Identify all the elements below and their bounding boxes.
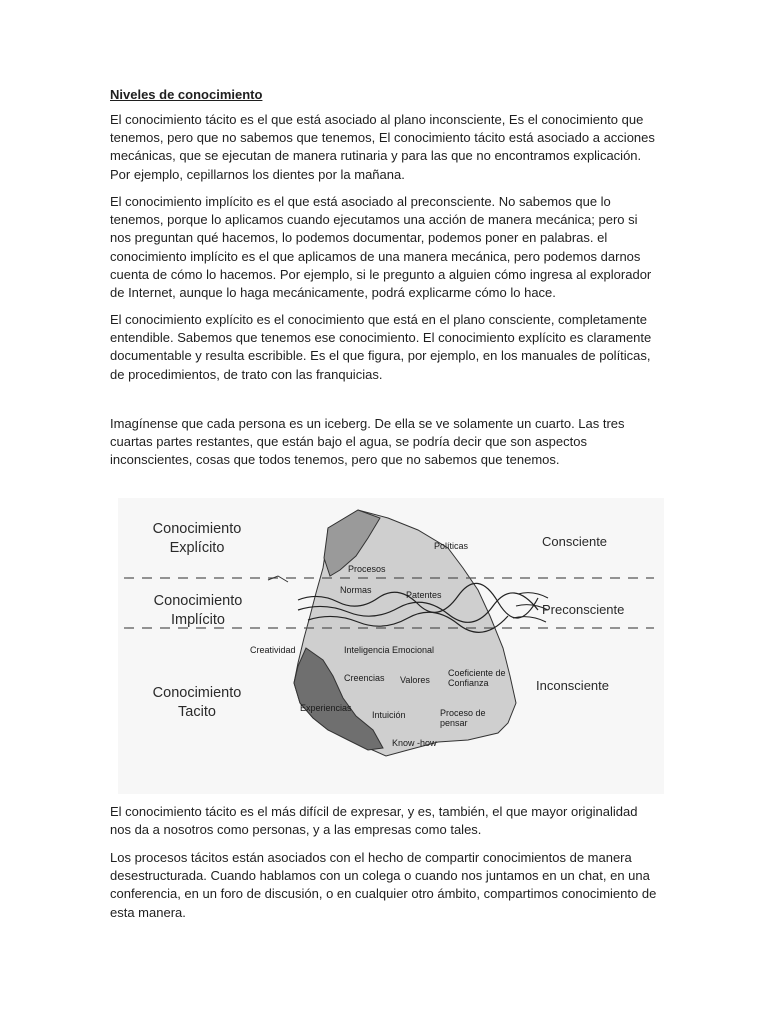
document-heading: Niveles de conocimiento bbox=[110, 87, 263, 102]
label-inconsciente: Inconsciente bbox=[536, 678, 609, 693]
label-normas: Normas bbox=[340, 585, 372, 595]
label-valores: Valores bbox=[400, 675, 430, 685]
paragraph-iceberg: Imagínense que cada persona es un iceberg. De ella se ve solamente un cuarto. Las tres cuartas partes restantes, que están bajo el agua, se podría decir que son aspectos inconscientes, cosas que todos tenemos, pero que no sabemos que tenemos. bbox=[110, 416, 625, 468]
paragraph-dificil-expresar: El conocimiento tácito es el más difícil de expresar, y es, también, el que mayor originalidad nos da a nosotros como personas, y a las empresas como tales. bbox=[110, 804, 638, 838]
wave-mark bbox=[268, 576, 288, 582]
paragraph-implicito: El conocimiento implícito es el que está asociado al preconsciente. No sabemos que lo tenemos, porque lo aplicamos cuando ejecutamos una acción de manera mecánica; pero si nos preguntan qué hacemos, lo podemos documentar, podemos poner en palabras. el conocimiento implícito es el que aplicamos de una manera mecánica, pero podemos darnos cuenta de cómo lo hacemos. Por ejemplo, si le pregunto a alguien cómo ingresa al explorador de Internet, aunque lo haga mecánicamente, podrá explicarme cómo lo hace. bbox=[110, 194, 652, 301]
label-intuicion: Intuición bbox=[372, 710, 406, 720]
label-creatividad: Creatividad bbox=[250, 645, 296, 655]
label-conocimiento-implicito: Conocimiento Implícito bbox=[153, 593, 243, 628]
label-procesos: Procesos bbox=[348, 564, 386, 574]
iceberg-figure bbox=[118, 498, 664, 794]
label-patentes: Patentes bbox=[406, 590, 442, 600]
label-know-how: Know -how bbox=[392, 738, 437, 748]
label-creencias: Creencias bbox=[344, 673, 385, 683]
label-politicas: Políticas bbox=[434, 541, 469, 551]
label-preconsciente: Preconsciente bbox=[542, 602, 625, 617]
label-conocimiento-explicito: Conocimiento Explícito bbox=[152, 521, 242, 556]
label-conocimiento-tacito: Conocimiento Tacito bbox=[152, 685, 242, 720]
paragraph-tacito: El conocimiento tácito es el que está asociado al plano inconsciente, Es el conocimiento que tenemos, pero que no sabemos que tenemos, El conocimiento tácito está asociado a acciones mecánicas, que se ejecutan de manera rutinaria y para las que no encontramos explicación. Por ejemplo, cepillarnos los dientes por la mañana. bbox=[110, 112, 655, 182]
paragraph-procesos-tacitos: Los procesos tácitos están asociados con el hecho de compartir conocimientos de manera desestructurada. Cuando hablamos con un colega o cuando nos juntamos en un chat, en una conferencia, en un foro de discusión, o en cualquier otro ámbito, compartimos conocimiento de esta manera. bbox=[110, 850, 657, 920]
wave-line bbox=[513, 617, 546, 622]
label-coeficiente-confianza: Coeficiente de Confianza bbox=[448, 668, 506, 688]
label-inteligencia-emocional: Inteligencia Emocional bbox=[344, 645, 435, 655]
label-proceso-pensar: Proceso de pensar bbox=[440, 708, 486, 728]
paragraph-explicito: El conocimiento explícito es el conocimiento que está en el plano consciente, completamente entendible. Sabemos que tenemos ese conocimiento. El conocimiento explícito es claramente documentable y resulta escribible. Es el que figura, por ejemplo, en los manuales de políticas, de procedimientos, de trato con las franquicias. bbox=[110, 312, 652, 382]
label-experiencias: Experiencias bbox=[300, 703, 352, 713]
label-consciente: Consciente bbox=[542, 534, 608, 549]
